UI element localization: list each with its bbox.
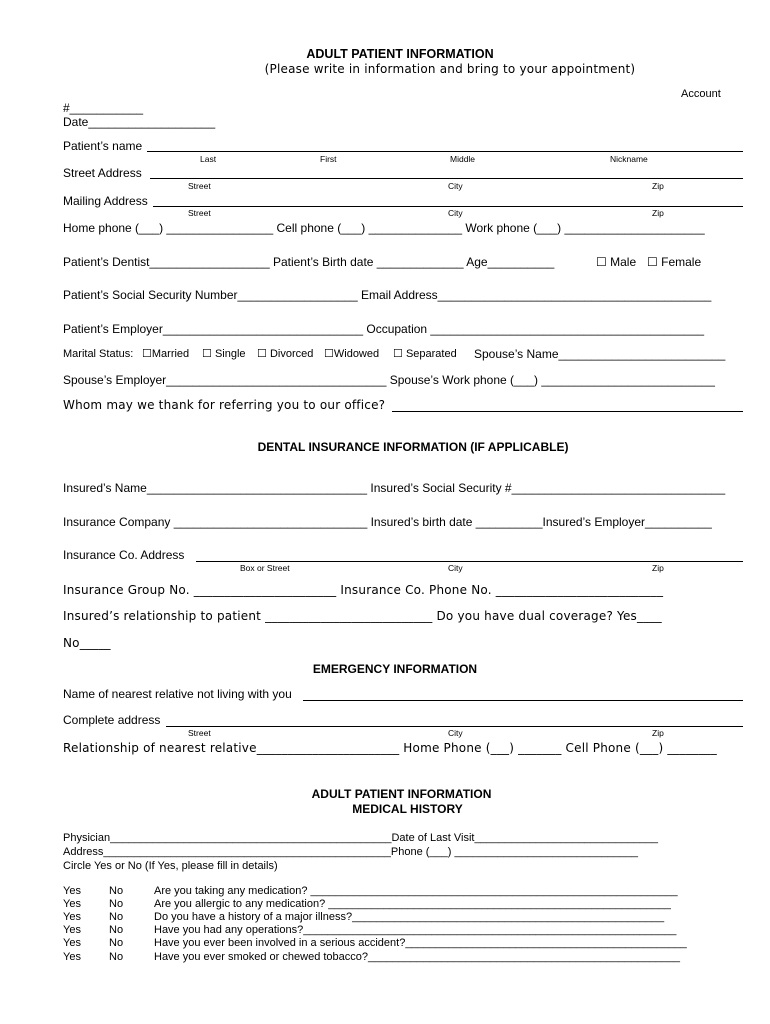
patient-name-line[interactable] [147,151,743,152]
street-address-label: Street Address [63,166,142,180]
checkbox-icon[interactable]: ☐ [324,348,334,360]
yes-option[interactable]: Yes [63,951,81,963]
marital-option-married[interactable] [142,349,189,360]
insured-name-ssn-line[interactable]: Insured’s Name_________________________________ Insured’s Social Security #________________________________ [63,481,726,495]
street-address-line[interactable] [150,178,743,179]
dual-coverage-no-field[interactable]: No_____ [63,636,111,650]
sublabel-city: City [448,728,463,738]
checkbox-icon[interactable]: ☐ [393,348,403,360]
date-field[interactable]: Date___________________ [63,115,216,129]
emergency-heading: EMERGENCY INFORMATION [312,662,478,676]
male-label: Male [610,255,637,269]
medical-heading-title: ADULT PATIENT INFORMATION [311,787,492,801]
sublabel-middle: Middle [450,154,476,164]
insurance-address-line[interactable] [196,561,743,562]
nearest-relative-line[interactable] [303,700,743,701]
sublabel-zip: Zip [652,728,664,738]
sublabel-box-street: Box or Street [240,563,290,573]
option-label: Widowed [333,348,380,360]
no-option[interactable]: No [109,885,124,897]
question-accident[interactable]: Have you ever been involved in a serious accident?______________________________________________ [154,937,687,949]
checkbox-icon[interactable]: ☐ [142,348,152,360]
spouse-employer-line[interactable]: Spouse’s Employer_________________________________ Spouse’s Work phone (___) __________________________ [63,373,715,387]
yes-option[interactable]: Yes [63,937,81,949]
question-major-illness[interactable]: Do you have a history of a major illness?___________________________________________________ [154,911,665,923]
sublabel-zip: Zip [652,563,664,573]
checkbox-icon[interactable]: ☐ [647,255,658,269]
circle-instructions: Circle Yes or No (If Yes, please fill in details) [63,860,278,872]
sublabel-zip: Zip [652,208,664,218]
sublabel-city: City [448,181,463,191]
question-allergy[interactable]: Are you allergic to any medication? ________________________________________________________ [154,898,671,910]
sublabel-last: Last [200,154,217,164]
sublabel-nickname: Nickname [610,154,648,164]
marital-option-single[interactable] [202,349,246,360]
yes-option[interactable]: Yes [63,911,81,923]
phone-numbers-line[interactable]: Home phone (___) ________________ Cell phone (___) ______________ Work phone (___) _____________________ [63,221,705,235]
question-medication[interactable]: Are you taking any medication? ____________________________________________________________ [154,885,678,897]
complete-address-label: Complete address [63,713,161,727]
sublabel-city: City [448,208,463,218]
sublabel-street: Street [188,181,211,191]
patient-name-label: Patient’s name [63,139,143,153]
no-option[interactable]: No [109,951,124,963]
yes-option[interactable]: Yes [63,924,81,936]
complete-address-line[interactable] [166,726,743,727]
account-number-field[interactable]: #___________ [63,101,144,115]
spouse-name-field[interactable]: Spouse’s Name_________________________ [474,347,726,361]
no-option[interactable]: No [109,924,124,936]
option-label: Separated [405,348,457,360]
referral-line[interactable] [392,411,743,412]
form-subtitle: (Please write in information and bring to your appointment) [264,62,636,76]
sublabel-street: Street [188,208,211,218]
nearest-relative-label: Name of nearest relative not living with you [63,687,292,701]
question-tobacco[interactable]: Have you ever smoked or chewed tobacco?___________________________________________________ [154,951,681,963]
relative-relationship-phone-line[interactable]: Relationship of nearest relative_______________________ Home Phone (___) _______ Cell Phone (___) ________ [63,741,717,755]
insurance-group-phone-line[interactable]: Insurance Group No. _______________________ Insurance Co. Phone No. ___________________________ [63,583,664,597]
yes-option[interactable]: Yes [63,885,81,897]
marital-option-separated[interactable] [393,349,457,360]
checkbox-icon[interactable]: ☐ [257,348,267,360]
male-option[interactable] [596,256,636,268]
referral-label: Whom may we thank for referring you to our office? [63,398,386,412]
question-operations[interactable]: Have you had any operations?_____________________________________________________________ [154,924,677,936]
physician-address-phone-line[interactable]: Address_______________________________________________Phone (___) ______________________________ [63,846,639,858]
insurance-heading: DENTAL INSURANCE INFORMATION (IF APPLICABLE) [257,440,569,454]
dentist-birth-age-line[interactable]: Patient’s Dentist__________________ Patient’s Birth date _____________ Age__________ [63,255,555,269]
female-option[interactable] [647,256,701,268]
no-option[interactable]: No [109,911,124,923]
no-option[interactable]: No [109,898,124,910]
option-label: Married [151,348,190,360]
insurance-company-line[interactable]: Insurance Company _____________________________ Insured’s birth date __________Insured’s Employer__________ [63,515,712,529]
marital-status-label: Marital Status: [63,348,134,360]
ssn-email-line[interactable]: Patient’s Social Security Number__________________ Email Address_________________________________________ [63,288,712,302]
form-title: ADULT PATIENT INFORMATION [306,47,494,61]
marital-option-divorced[interactable] [257,349,313,360]
physician-visit-line[interactable]: Physician______________________________________________Date of Last Visit______________________________ [63,832,658,844]
sublabel-street: Street [188,728,211,738]
yes-option[interactable]: Yes [63,898,81,910]
option-label: Single [214,348,246,360]
checkbox-icon[interactable]: ☐ [202,348,212,360]
mailing-address-line[interactable] [153,206,743,207]
insured-relationship-line[interactable]: Insured’s relationship to patient ___________________________ Do you have dual coverage? Yes____ [63,609,662,623]
female-label: Female [661,255,702,269]
insurance-address-label: Insurance Co. Address [63,548,185,562]
marital-option-widowed[interactable] [324,349,379,360]
account-label: Account [681,88,721,100]
no-option[interactable]: No [109,937,124,949]
sublabel-first: First [320,154,337,164]
checkbox-icon[interactable]: ☐ [596,255,607,269]
sublabel-city: City [448,563,463,573]
sublabel-zip: Zip [652,181,664,191]
mailing-address-label: Mailing Address [63,194,148,208]
medical-history-heading: MEDICAL HISTORY [352,802,463,816]
option-label: Divorced [269,348,314,360]
employer-occupation-line[interactable]: Patient’s Employer______________________________ Occupation _________________________________________ [63,322,705,336]
